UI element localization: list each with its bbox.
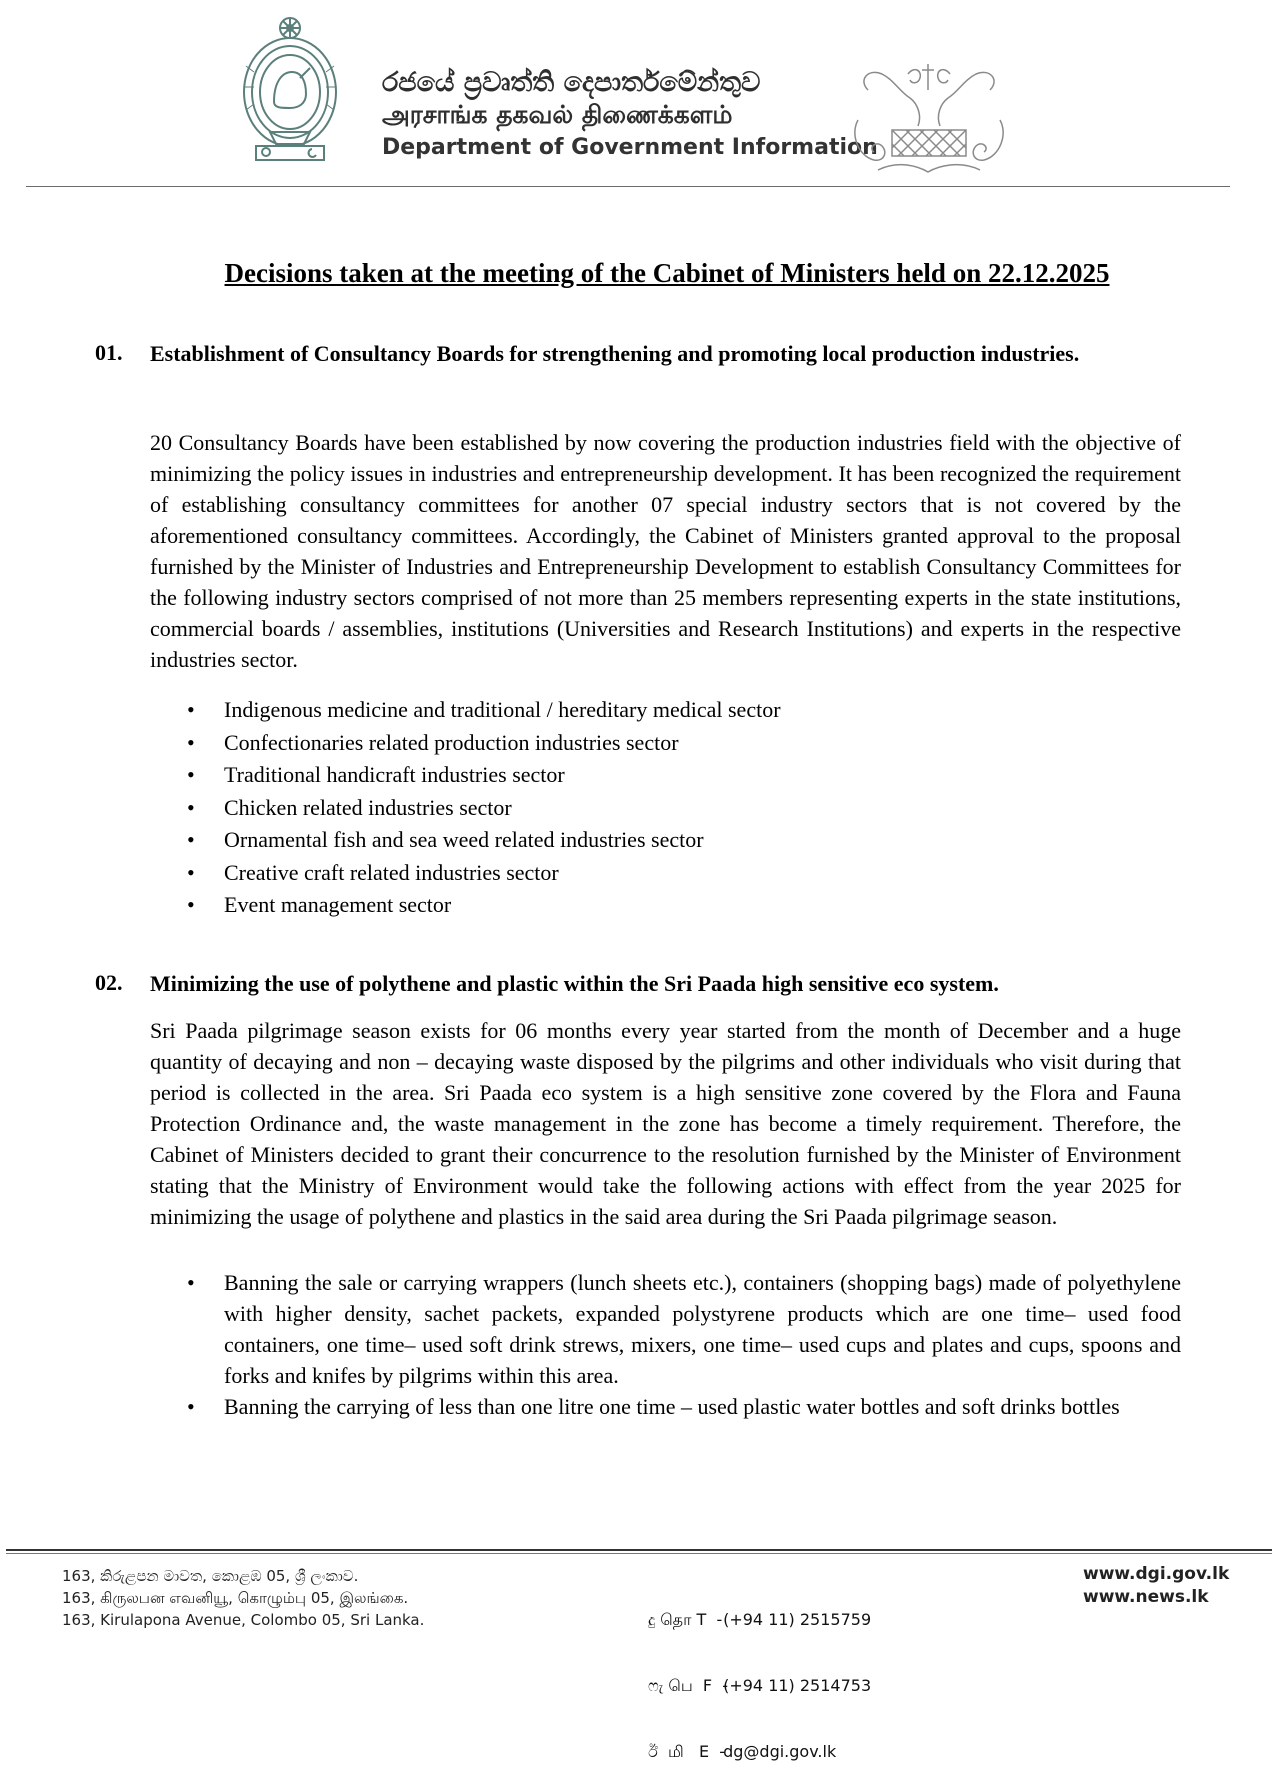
email-address: dg@dgi.gov.lk: [723, 1742, 837, 1761]
list-item: • Ornamental fish and sea weed related industries sector: [150, 824, 1181, 857]
footer-contact: [648, 1565, 871, 1785]
section-number: 01.: [95, 340, 123, 365]
decorative-birds-ornament-icon: [848, 60, 1010, 178]
list-item: • Banning the carrying of less than one litre one time – used plastic water bottles and soft drinks bottles: [150, 1391, 1181, 1422]
list-item: • Event management sector: [150, 889, 1181, 922]
section-heading: Establishment of Consultancy Boards for strengthening and promoting local production industries.: [150, 341, 1080, 366]
fax-number: (+94 11) 2514753: [723, 1676, 872, 1695]
address-tamil: 163, கிருலபன எவனியூ, கொழும்பு 05, இலங்கை.: [62, 1589, 409, 1607]
section-paragraph: 20 Consultancy Boards have been established by now covering the production industries field with the objective of minimizing the policy issues in industries and entrepreneurship development. It has been recognized the requirement of establishing consultancy committees for another 07 special industry sectors that is not covered by the aforementioned consultancy committees. Accordingly, the Cabinet of Ministers granted approval to the proposal furnished by the Minister of Industries and Entrepreneurship Development to establish Consultancy Committees for the following industry sectors comprised of not more than 25 members representing experts in the state institutions, commercial boards / assemblies, institutions (Universities and Research Institutions) and experts in the respective industries sector.: [150, 430, 1181, 672]
section-number: 02.: [95, 970, 123, 995]
footer-websites: [1083, 1563, 1229, 1609]
list-item: • Banning the sale or carrying wrappers (lunch sheets etc.), containers (shopping bags) made of polyethylene with higher density, sachet packets, expanded polystyrene products which are one time– used food containers, one time– used soft drink strews, mixers, one time– used cups and plates and cups, spoons and forks and knifes by pilgrims within this area.: [150, 1267, 1181, 1391]
organization-name-block: [382, 66, 878, 164]
email-label: ඊ மி E -: [648, 1742, 726, 1761]
footer-divider: [6, 1553, 1272, 1554]
list-item: • Creative craft related industries sector: [150, 857, 1181, 890]
section-paragraph: Sri Paada pilgrimage season exists for 06 months every year started from the month of December and a huge quantity of decaying and non – decaying waste disposed by the pilgrims and other individuals who visit during that period is collected in the area. Sri Paada eco system is a high sensitive zone covered by the Flora and Fauna Protection Ordinance and, the waste management in the zone has become a timely requirement. Therefore, the Cabinet of Ministers decided to grant their concurrence to the resolution furnished by the Minister of Environment stating that the Ministry of Environment would take the following actions with effect from the year 2025 for minimizing the usage of polythene and plastics in the said area during the Sri Paada pilgrimage season.: [150, 1018, 1181, 1229]
phone-label: දු தொ T -: [648, 1610, 723, 1629]
header-divider: [26, 186, 1230, 187]
phone-number: (+94 11) 2515759: [723, 1610, 872, 1629]
list-item: • Indigenous medicine and traditional / hereditary medical sector: [150, 694, 1181, 727]
section-heading: Minimizing the use of polythene and plastic within the Sri Paada high sensitive eco system.: [150, 971, 999, 996]
website-link[interactable]: www.news.lk: [1083, 1587, 1209, 1607]
footer-address: [62, 1565, 424, 1631]
website-link[interactable]: www.dgi.gov.lk: [1083, 1564, 1230, 1584]
fax-label: ෆැ பெ F -: [648, 1676, 729, 1695]
org-name-sinhala: රජයේ ප්‍රවෘත්ති දෙපාර්තමේන්තුව: [382, 67, 761, 98]
actions-list: [150, 1267, 1181, 1422]
list-item: • Chicken related industries sector: [150, 792, 1181, 825]
address-sinhala: 163, කිරුළපන මාවත, කොළඹ 05, ශ්‍රී ලංකාව.: [62, 1567, 359, 1585]
org-name-english: Department of Government Information: [382, 135, 878, 160]
list-item: • Confectionaries related production industries sector: [150, 727, 1181, 760]
list-item: • Traditional handicraft industries sector: [150, 759, 1181, 792]
document-title: Decisions taken at the meeting of the Cabinet of Ministers held on 22.12.2025: [224, 258, 1110, 288]
sector-list: [150, 694, 1181, 922]
address-english: 163, Kirulapona Avenue, Colombo 05, Sri Lanka.: [62, 1611, 425, 1629]
national-emblem-icon: [240, 12, 340, 168]
footer-divider: [6, 1549, 1272, 1551]
org-name-tamil: அரசாங்க தகவல் திணைக்களம்: [382, 100, 733, 129]
